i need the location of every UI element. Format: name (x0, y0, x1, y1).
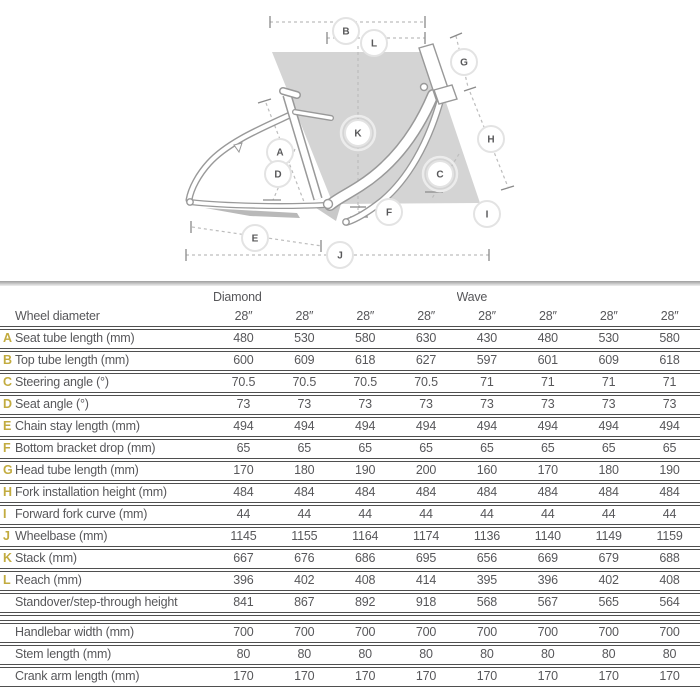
callout-letter: C (436, 169, 444, 181)
row-letter (0, 667, 13, 687)
row-label: Top tube length (mm) (13, 351, 213, 371)
value-cell: 494 (274, 417, 335, 437)
value-cell: 65 (213, 439, 274, 459)
value-cell: 484 (213, 483, 274, 503)
value-cell: 494 (578, 417, 639, 437)
value-cell: 408 (639, 571, 700, 591)
value-cell: 65 (396, 439, 457, 459)
value-cell: 73 (213, 395, 274, 415)
value-cell: 580 (335, 329, 396, 349)
value-cell: 700 (396, 623, 457, 643)
row-letter: E (0, 417, 13, 437)
value-cell: 494 (335, 417, 396, 437)
value-cell: 396 (517, 571, 578, 591)
value-cell: 484 (457, 483, 518, 503)
value-cell: 1136 (457, 527, 518, 547)
row-letter: B (0, 351, 13, 371)
value-cell: 892 (335, 593, 396, 613)
callout-H (478, 126, 504, 152)
row-label: Fork installation height (mm) (13, 483, 213, 503)
value-cell: 597 (457, 351, 518, 371)
value-cell: 71 (517, 373, 578, 393)
row-letter (0, 593, 13, 613)
value-cell: 618 (335, 351, 396, 371)
callout-B (333, 18, 359, 44)
callout-letter: L (370, 38, 378, 50)
value-cell: 170 (457, 667, 518, 687)
value-cell: 28″ (213, 308, 274, 327)
row-label: Stack (mm) (13, 549, 213, 569)
row-label: Chain stay length (mm) (13, 417, 213, 437)
row-label: Wheelbase (mm) (13, 527, 213, 547)
value-cell: 494 (213, 417, 274, 437)
fork-dropout (343, 219, 349, 225)
value-cell: 44 (213, 505, 274, 525)
value-cell: 480 (213, 329, 274, 349)
value-cell: 676 (274, 549, 335, 569)
table-row (0, 439, 700, 459)
value-cell: 484 (274, 483, 335, 503)
value-cell: 630 (396, 329, 457, 349)
row-label: Seat angle (°) (13, 395, 213, 415)
value-cell: 170 (578, 667, 639, 687)
value-cell: 28″ (396, 308, 457, 327)
value-cell: 430 (457, 329, 518, 349)
frame-type-header-row (0, 288, 700, 306)
value-cell: 80 (396, 645, 457, 665)
value-cell: 73 (517, 395, 578, 415)
callout-letter: K (354, 128, 362, 140)
value-cell: 530 (578, 329, 639, 349)
value-cell: 170 (335, 667, 396, 687)
cable-stop (234, 143, 242, 152)
value-cell: 44 (396, 505, 457, 525)
value-cell: 80 (578, 645, 639, 665)
separator-cell (0, 615, 700, 621)
value-cell: 564 (639, 593, 700, 613)
row-letter: C (0, 373, 13, 393)
value-cell: 700 (639, 623, 700, 643)
kickstand-plate (205, 208, 300, 218)
value-cell: 565 (578, 593, 639, 613)
callout-letter: I (485, 209, 489, 221)
value-cell: 180 (578, 461, 639, 481)
value-cell: 80 (335, 645, 396, 665)
value-cell: 1149 (578, 527, 639, 547)
callout-letter: G (460, 57, 468, 69)
value-cell: 667 (213, 549, 274, 569)
table-row (0, 667, 700, 687)
callout-letter: E (251, 233, 259, 245)
head-pivot (421, 84, 428, 91)
value-cell: 567 (517, 593, 578, 613)
value-cell: 28″ (639, 308, 700, 327)
row-label: Seat tube length (mm) (13, 329, 213, 349)
value-cell: 44 (578, 505, 639, 525)
value-cell: 494 (396, 417, 457, 437)
value-cell: 414 (396, 571, 457, 591)
table-row (0, 623, 700, 643)
value-cell: 494 (517, 417, 578, 437)
table-row (0, 527, 700, 547)
value-cell: 44 (274, 505, 335, 525)
section-separator-row (0, 615, 700, 621)
row-label: Reach (mm) (13, 571, 213, 591)
value-cell: 44 (517, 505, 578, 525)
row-letter (0, 623, 13, 643)
callout-E (242, 225, 268, 251)
value-cell: 494 (457, 417, 518, 437)
table-row (0, 395, 700, 415)
value-cell: 695 (396, 549, 457, 569)
row-label: Bottom bracket drop (mm) (13, 439, 213, 459)
table-row (0, 645, 700, 665)
row-label: Wheel diameter (13, 308, 213, 327)
value-cell: 65 (335, 439, 396, 459)
value-cell: 170 (213, 461, 274, 481)
value-cell: 70.5 (274, 373, 335, 393)
value-cell: 609 (274, 351, 335, 371)
value-cell: 73 (396, 395, 457, 415)
value-cell: 480 (517, 329, 578, 349)
value-cell: 160 (457, 461, 518, 481)
value-cell: 601 (517, 351, 578, 371)
value-cell: 484 (335, 483, 396, 503)
value-cell: 669 (517, 549, 578, 569)
callout-D (265, 161, 291, 187)
value-cell: 1164 (335, 527, 396, 547)
callout-letter: A (276, 147, 284, 159)
callout-J (327, 242, 353, 268)
value-cell: 170 (213, 667, 274, 687)
table-row (0, 461, 700, 481)
table-row (0, 571, 700, 591)
value-cell: 65 (274, 439, 335, 459)
value-cell: 656 (457, 549, 518, 569)
value-cell: 200 (396, 461, 457, 481)
value-cell: 28″ (335, 308, 396, 327)
geometry-table-section (0, 281, 700, 689)
value-cell: 1174 (396, 527, 457, 547)
value-cell: 700 (335, 623, 396, 643)
value-cell: 1145 (213, 527, 274, 547)
header-spacer (0, 288, 213, 306)
value-cell: 494 (639, 417, 700, 437)
row-letter: H (0, 483, 13, 503)
row-letter: A (0, 329, 13, 349)
value-cell: 1140 (517, 527, 578, 547)
value-cell: 44 (639, 505, 700, 525)
callout-K (341, 116, 375, 150)
value-cell: 618 (639, 351, 700, 371)
value-cell: 65 (457, 439, 518, 459)
value-cell: 402 (274, 571, 335, 591)
value-cell: 170 (639, 667, 700, 687)
value-cell: 402 (578, 571, 639, 591)
value-cell: 70.5 (213, 373, 274, 393)
row-letter: L (0, 571, 13, 591)
callout-letter: F (385, 207, 393, 219)
value-cell: 627 (396, 351, 457, 371)
value-cell: 28″ (274, 308, 335, 327)
callout-G (451, 49, 477, 75)
value-cell: 484 (578, 483, 639, 503)
table-row (0, 351, 700, 371)
row-letter: J (0, 527, 13, 547)
value-cell: 80 (457, 645, 518, 665)
table-row (0, 593, 700, 613)
value-cell: 484 (639, 483, 700, 503)
row-label: Stem length (mm) (13, 645, 213, 665)
value-cell: 600 (213, 351, 274, 371)
table-row (0, 417, 700, 437)
value-cell: 65 (517, 439, 578, 459)
geometry-table (0, 286, 700, 689)
row-label: Forward fork curve (mm) (13, 505, 213, 525)
table-row (0, 373, 700, 393)
value-cell: 1159 (639, 527, 700, 547)
callout-I (474, 201, 500, 227)
frame-geometry-diagram (0, 0, 700, 281)
value-cell: 170 (517, 461, 578, 481)
value-cell: 170 (517, 667, 578, 687)
value-cell: 530 (274, 329, 335, 349)
value-cell: 170 (396, 667, 457, 687)
value-cell: 80 (639, 645, 700, 665)
value-cell: 71 (578, 373, 639, 393)
value-cell: 190 (335, 461, 396, 481)
rear-dropout (187, 199, 193, 205)
value-cell: 1155 (274, 527, 335, 547)
row-letter: F (0, 439, 13, 459)
value-cell: 700 (274, 623, 335, 643)
value-cell: 609 (578, 351, 639, 371)
value-cell: 679 (578, 549, 639, 569)
value-cell: 395 (457, 571, 518, 591)
value-cell: 190 (639, 461, 700, 481)
group-wave: Wave (456, 290, 488, 304)
bottom-bracket (324, 200, 333, 209)
table-row (0, 483, 700, 503)
value-cell: 70.5 (335, 373, 396, 393)
value-cell: 80 (213, 645, 274, 665)
value-cell: 568 (457, 593, 518, 613)
value-cell: 28″ (578, 308, 639, 327)
table-row (0, 549, 700, 569)
row-letter: K (0, 549, 13, 569)
value-cell: 73 (274, 395, 335, 415)
value-cell: 688 (639, 549, 700, 569)
row-letter: D (0, 395, 13, 415)
row-letter: G (0, 461, 13, 481)
callout-C (423, 157, 457, 191)
value-cell: 700 (457, 623, 518, 643)
value-cell: 73 (457, 395, 518, 415)
value-cell: 73 (335, 395, 396, 415)
value-cell: 700 (517, 623, 578, 643)
table-row (0, 505, 700, 525)
value-cell: 484 (396, 483, 457, 503)
value-cell: 180 (274, 461, 335, 481)
value-cell: 580 (639, 329, 700, 349)
value-cell: 700 (578, 623, 639, 643)
value-cell: 44 (335, 505, 396, 525)
value-cell: 396 (213, 571, 274, 591)
table-row (0, 329, 700, 349)
row-letter: I (0, 505, 13, 525)
value-cell: 686 (335, 549, 396, 569)
row-label: Standover/step-through height (13, 593, 213, 613)
value-cell: 28″ (457, 308, 518, 327)
value-cell: 71 (639, 373, 700, 393)
value-cell: 170 (274, 667, 335, 687)
value-cell: 28″ (517, 308, 578, 327)
value-cell: 484 (517, 483, 578, 503)
callout-L (361, 30, 387, 56)
value-cell: 71 (457, 373, 518, 393)
value-cell: 80 (274, 645, 335, 665)
value-cell: 700 (213, 623, 274, 643)
value-cell: 65 (578, 439, 639, 459)
value-cell: 918 (396, 593, 457, 613)
row-letter (0, 308, 13, 327)
value-cell: 80 (517, 645, 578, 665)
row-label: Crank arm length (mm) (13, 667, 213, 687)
value-cell: 841 (213, 593, 274, 613)
row-letter (0, 645, 13, 665)
row-label: Steering angle (°) (13, 373, 213, 393)
callout-F (376, 199, 402, 225)
callout-letter: J (337, 250, 343, 262)
row-label: Head tube length (mm) (13, 461, 213, 481)
value-cell: 44 (457, 505, 518, 525)
value-cell: 408 (335, 571, 396, 591)
value-cell: 867 (274, 593, 335, 613)
value-cell: 70.5 (396, 373, 457, 393)
value-cell: 65 (639, 439, 700, 459)
callout-letter: D (274, 169, 282, 181)
value-cell: 73 (578, 395, 639, 415)
row-label: Handlebar width (mm) (13, 623, 213, 643)
callout-letter: B (342, 26, 350, 38)
bike-frame-diagram-svg (0, 0, 700, 281)
wheel-diameter-row (0, 308, 700, 327)
group-diamond: Diamond (213, 290, 262, 304)
value-cell: 73 (639, 395, 700, 415)
callout-letter: H (487, 134, 495, 146)
